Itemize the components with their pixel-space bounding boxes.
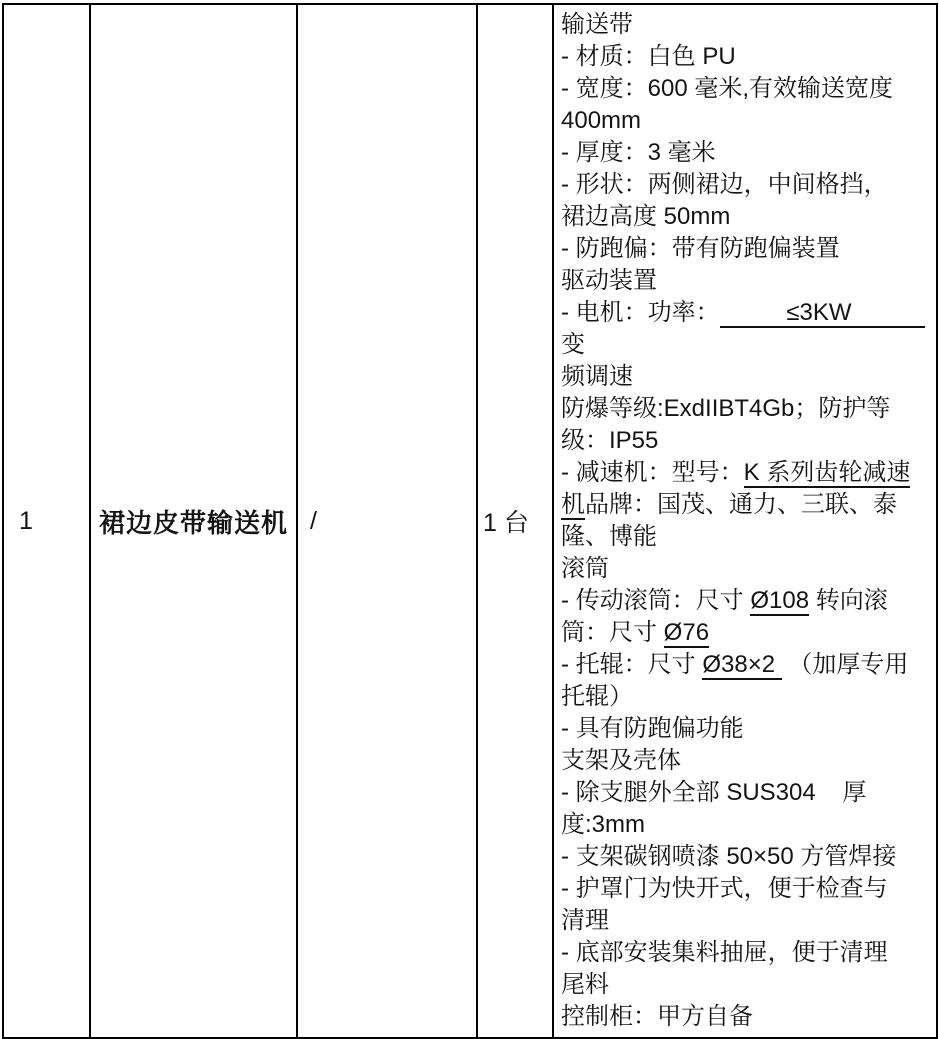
cell-quantity: 1 台 [477, 4, 553, 1038]
spec-line [561, 9, 932, 41]
spec-line [561, 841, 932, 873]
spec-line [561, 873, 932, 905]
spec-text: - 厚度：3 毫米 [561, 139, 716, 166]
spec-text: 驱动装置 [561, 267, 657, 294]
cell-equipment-name: 裙边皮带输送机 [90, 4, 297, 1038]
spec-underlined-value: Ø38×2 [702, 651, 782, 678]
spec-line [561, 105, 932, 137]
spec-line [561, 169, 932, 201]
cell-item-number: 1 [3, 4, 90, 1038]
spec-text: 支架及壳体 [561, 747, 681, 774]
spec-line [561, 649, 932, 681]
spec-line [561, 137, 932, 169]
spec-underlined-value: K 系列齿轮减速 [743, 459, 911, 486]
spec-line [561, 425, 932, 457]
spec-line [561, 905, 932, 937]
spec-line [561, 1001, 932, 1033]
spec-text: - 宽度：600 毫米,有效输送宽度 [561, 75, 894, 102]
spec-line [561, 809, 932, 841]
spec-line [561, 553, 932, 585]
equipment-spec-table [2, 3, 938, 1039]
spec-line [561, 233, 932, 265]
spec-text: - 减速机：型号： [561, 459, 744, 486]
spec-line [561, 681, 932, 713]
spec-text: 筒：尺寸 [561, 619, 664, 646]
spec-line [561, 969, 932, 1001]
spec-text: 变 [561, 299, 932, 358]
spec-underlined-value: Ø76 [663, 619, 710, 646]
spec-line [561, 73, 932, 105]
spec-line [561, 777, 932, 809]
spec-text: - 除支腿外全部 SUS304 厚 [561, 779, 867, 806]
cell-specifications [553, 4, 937, 1038]
spec-text: - 底部安装集料抽屉，便于清理 [561, 939, 888, 966]
spec-text: - 防跑偏：带有防跑偏装置 [561, 235, 840, 262]
spec-text: 转向滚 [809, 587, 888, 614]
spec-line [561, 393, 932, 425]
cell-model: / [297, 4, 477, 1038]
spec-line [561, 297, 932, 361]
spec-line [561, 937, 932, 969]
spec-text: 控制柜：甲方自备 [561, 1003, 753, 1030]
spec-line [561, 585, 932, 617]
spec-text: 品牌：国茂、通力、三联、泰 [585, 491, 897, 518]
table-row [3, 4, 937, 1038]
spec-line [561, 745, 932, 777]
spec-text: - 支架碳钢喷漆 50×50 方管焊接 [561, 843, 897, 870]
spec-text: 滚筒 [561, 555, 609, 582]
spec-line [561, 521, 932, 553]
spec-text: - 形状：两侧裙边，中间格挡， [561, 171, 888, 198]
spec-line [561, 489, 932, 521]
spec-line [561, 265, 932, 297]
spec-text: - 传动滚筒：尺寸 [561, 587, 751, 614]
spec-text: - 托辊：尺寸 [561, 651, 703, 678]
spec-text: 裙边高度 50mm [561, 203, 731, 230]
spec-underlined-value: 机 [561, 491, 585, 518]
spec-underlined-value: Ø108 [750, 587, 810, 614]
spec-text: 防爆等级:ExdIIBT4Gb；防护等 [561, 395, 891, 422]
spec-text: - 电机：功率： [561, 299, 720, 326]
spec-line [561, 457, 932, 489]
spec-text: 400mm [561, 107, 642, 134]
spec-text: 托辊） [561, 683, 633, 710]
spec-text: - 具有防跑偏功能 [561, 715, 744, 742]
spec-line [561, 713, 932, 745]
spec-text: 隆、博能 [561, 523, 657, 550]
spec-text: - 材质：白色 PU [561, 43, 736, 70]
spec-text: 输送带 [561, 11, 633, 38]
spec-text: - 护罩门为快开式，便于检查与 [561, 875, 888, 902]
spec-text: 清理 [561, 907, 609, 934]
spec-underlined-value: ≤3KW [719, 299, 925, 326]
spec-text: 级：IP55 [561, 427, 659, 454]
spec-line [561, 41, 932, 73]
spec-line [561, 201, 932, 233]
spec-text: 尾料 [561, 971, 609, 998]
spec-line [561, 361, 932, 393]
spec-line [561, 617, 932, 649]
spec-text: 频调速 [561, 363, 633, 390]
spec-text: 度:3mm [561, 811, 645, 838]
spec-text: （加厚专用 [781, 651, 909, 678]
